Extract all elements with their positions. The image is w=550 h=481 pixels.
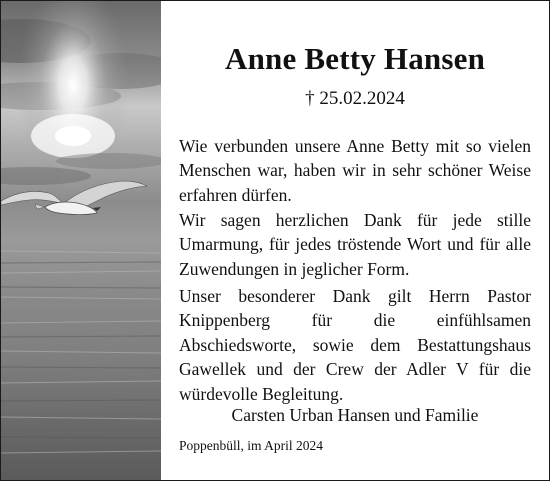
deceased-name: Anne Betty Hansen	[224, 41, 486, 76]
family-signature: Carsten Urban Hansen und Familie	[231, 405, 479, 425]
thanks-paragraph-2: Wir sagen herzlichen Dank für jede stille Umarmung, für jedes tröstende Wort und für alle Zuwendungen in jeglicher Form.	[179, 210, 531, 279]
seagull-sunset-photo	[1, 1, 161, 480]
place-and-date: Poppenbüll, im April 2024	[179, 438, 324, 453]
notice-text-area	[161, 1, 549, 480]
thanks-paragraph-3: Unser besonderer Dank gilt Herrn Pastor Knippenberg für die einfühlsamen Abschiedsworte, sowie dem Bestattungshaus Gawellek und der Crew der Adler V für die würdevolle Begleitung.	[179, 286, 531, 404]
thanks-paragraph-1: Wie verbunden unsere Anne Betty mit so vielen Menschen war, haben wir in sehr schöner Weise erfahren dürfen.	[179, 136, 531, 205]
death-date: † 25.02.2024	[305, 88, 405, 109]
photo-image	[1, 1, 161, 480]
